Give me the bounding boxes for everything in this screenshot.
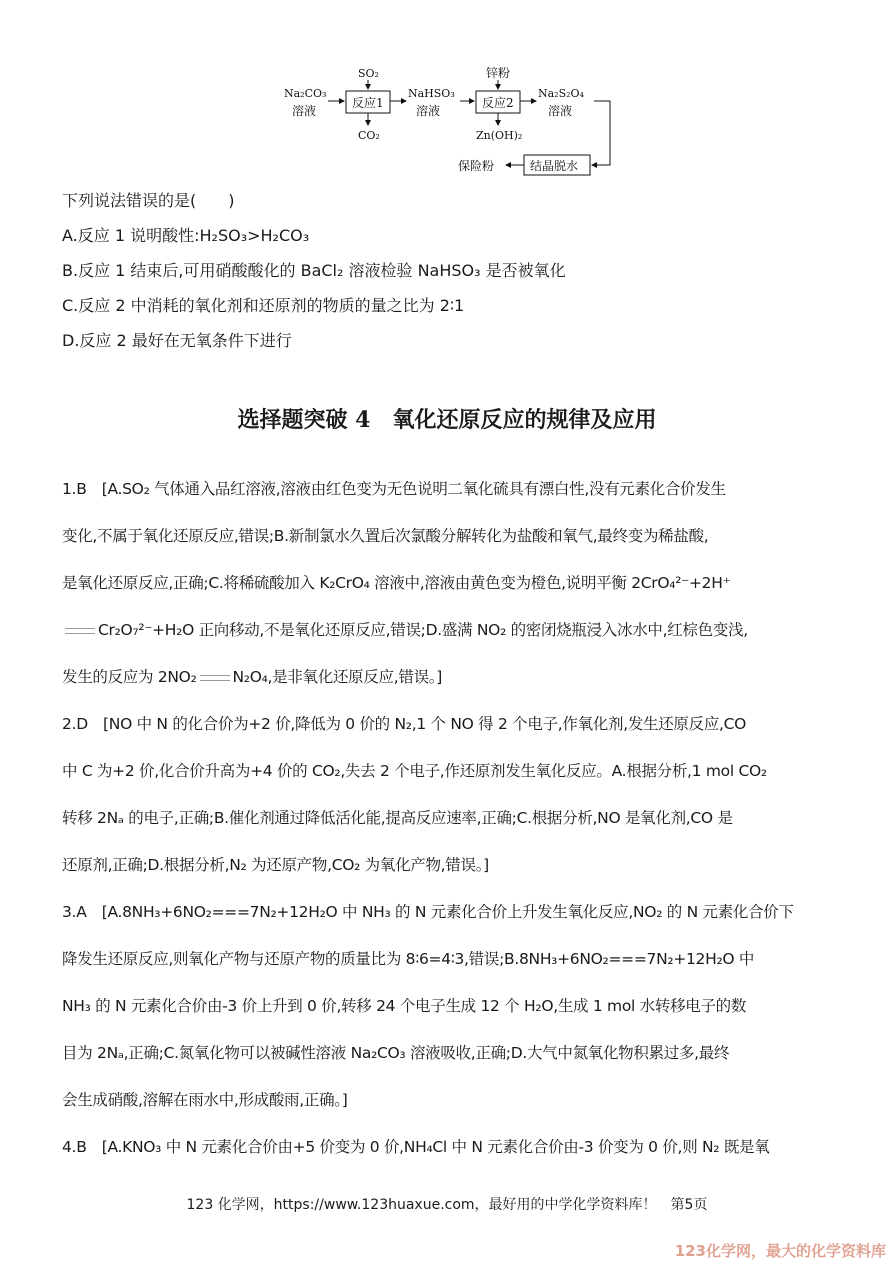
answer-line: 4.B [A.KNO₃ 中 N 元素化合价由+5 价变为 0 价,NH₄Cl 中 N 元素化合价由-3 价变为 0 价,则 N₂ 既是氧 <box>62 1138 770 1156</box>
crystallize-label: 结晶脱水 <box>530 159 579 173</box>
section-title: 选择题突破 4 氧化还原反应的规律及应用 <box>237 407 657 433</box>
answer-line: 3.A [A.8NH₃+6NO₂===7N₂+12H₂O 中 NH₃ 的 N 元素化合价上升发生氧化反应,NO₂ 的 N 元素化合价下 <box>62 903 794 921</box>
equilibrium-sign <box>65 628 95 634</box>
answer-line: 变化,不属于氧化还原反应,错误;B.新制氯水久置后次氯酸分解转化为盐酸和氧气,最终变为稀盐酸, <box>62 527 709 545</box>
answer-line-tail: N₂O₄,是非氧化还原反应,错误。] <box>232 668 442 686</box>
reaction1-label: 反应1 <box>352 96 384 110</box>
zinc-powder-label: 锌粉 <box>486 66 511 80</box>
page-footer: 123 化学网，https://www.123huaxue.com，最好用的中学化学资料库！ 第5页 <box>186 1197 708 1213</box>
answer-line-text: 发生的反应为 2NO₂ <box>62 668 197 686</box>
so2-label: SO₂ <box>358 67 379 80</box>
option-d: D.反应 2 最好在无氧条件下进行 <box>62 331 292 350</box>
na2co3-solution-label: 溶液 <box>292 104 317 118</box>
watermark: 123化学网，最大的化学资料库 <box>674 1242 886 1260</box>
answer-line <box>62 618 748 640</box>
answer-line: 1.B [A.SO₂ 气体通入品红溶液,溶液由红色变为无色说明二氧化硫具有漂白性,没有元素化合价发生 <box>62 480 726 498</box>
answer-line: 中 C 为+2 价,化合价升高为+4 价的 CO₂,失去 2 个电子,作还原剂发生氧化反应。A.根据分析,1 mol CO₂ <box>62 762 767 780</box>
answer-line: 2.D [NO 中 N 的化合价为+2 价,降低为 0 价的 N₂,1 个 NO 得 2 个电子,作氧化剂,发生还原反应,CO <box>62 715 747 733</box>
answer-line <box>62 665 442 687</box>
zinc-hydroxide-label: Zn(OH)₂ <box>476 129 523 142</box>
reaction2-label: 反应2 <box>482 96 514 110</box>
answer-line: NH₃ 的 N 元素化合价由-3 价上升到 0 价,转移 24 个电子生成 12 个 H₂O,生成 1 mol 水转移电子的数 <box>62 997 747 1015</box>
equilibrium-sign <box>200 675 230 681</box>
option-a: A.反应 1 说明酸性:H₂SO₃>H₂CO₃ <box>62 226 310 245</box>
answer-line: 还原剂,正确;D.根据分析,N₂ 为还原产物,CO₂ 为氧化产物,错误。] <box>62 856 489 874</box>
answer-line: 转移 2Nₐ 的电子,正确;B.催化剂通过降低活化能,提高反应速率,正确;C.根据分析,NO 是氧化剂,CO 是 <box>62 809 733 827</box>
nahso3-solution-label: 溶液 <box>416 104 441 118</box>
answer-line: 是氧化还原反应,正确;C.将稀硫酸加入 K₂CrO₄ 溶液中,溶液由黄色变为橙色,说明平衡 2CrO₄²⁻+2H⁺ <box>62 574 731 592</box>
answer-line: 会生成硝酸,溶解在雨水中,形成酸雨,正确。] <box>62 1091 348 1109</box>
reaction-flow-diagram <box>270 55 630 185</box>
option-c: C.反应 2 中消耗的氧化剂和还原剂的物质的量之比为 2∶1 <box>62 296 465 315</box>
question-stem: 下列说法错误的是( ) <box>62 191 235 210</box>
option-b: B.反应 1 结束后,可用硝酸酸化的 BaCl₂ 溶液检验 NaHSO₃ 是否被氧化 <box>62 261 566 280</box>
answer-line-text: Cr₂O₇²⁻+H₂O 正向移动,不是氧化还原反应,错误;D.盛满 NO₂ 的密闭烧瓶浸入冰水中,红棕色变浅, <box>98 621 748 639</box>
na2s2o4-solution-label: 溶液 <box>548 104 573 118</box>
co2-label: CO₂ <box>358 129 380 142</box>
product-label: 保险粉 <box>458 159 495 173</box>
na2s2o4-label: Na₂S₂O₄ <box>538 87 584 100</box>
answer-line: 目为 2Nₐ,正确;C.氮氧化物可以被碱性溶液 Na₂CO₃ 溶液吸收,正确;D.大气中氮氧化物积累过多,最终 <box>62 1044 730 1062</box>
na2co3-label: Na₂CO₃ <box>284 87 327 100</box>
nahso3-label: NaHSO₃ <box>408 87 455 100</box>
answer-line: 降发生还原反应,则氧化产物与还原产物的质量比为 8∶6=4∶3,错误;B.8NH₃+6NO₂===7N₂+12H₂O 中 <box>62 950 755 968</box>
